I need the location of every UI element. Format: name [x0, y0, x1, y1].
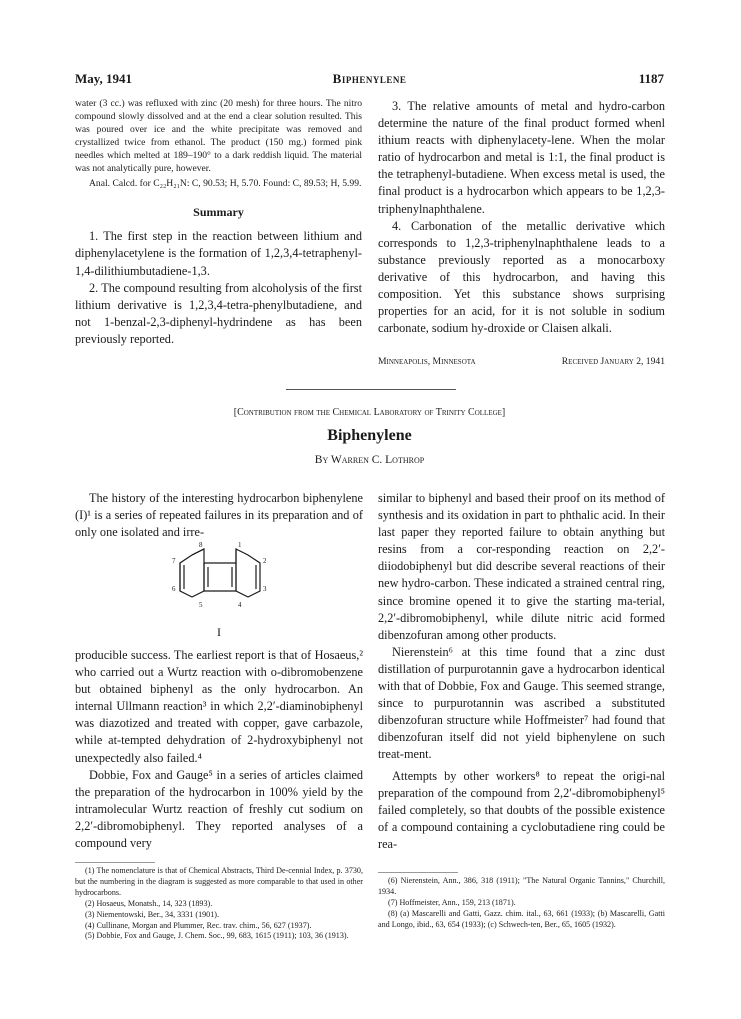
atom-label-1: 1: [238, 541, 242, 549]
main-right-column: [378, 490, 665, 853]
footnote-3: (3) Niementowski, Ber., 34, 3331 (1901).: [85, 909, 219, 919]
atom-label-4: 4: [238, 601, 242, 609]
figure-label: I: [217, 625, 221, 639]
author-location: Minneapolis, Minnesota: [378, 356, 476, 367]
summary-heading: Summary: [193, 205, 244, 220]
summary-item-2: 2. The compound resulting from alcoholysis of the first lithium derivative is 1,2,3,4-tetra-phenylbutadiene, and not 1-benzal-2,3-diphenyl-hydrindene as has been previously reported.: [75, 280, 362, 346]
atom-label-3: 3: [263, 585, 267, 593]
main-left-column-cont: [75, 647, 363, 852]
footnote-1: (1) The nomenclature is that of Chemical Abstracts, Third De-cennial Index, p. 3730, but the numbering in the diagram is suggested as more comparable to that used in other hydrocarbons.: [75, 866, 363, 897]
main-left-column: [75, 490, 363, 541]
intro-paragraph: The history of the interesting hydrocarbon biphenylene (I)¹ is a series of repeated failures in its preparation and of only one isolated and irre-: [75, 491, 363, 540]
proof-paragraph: similar to biphenyl and based their proof on its method of synthesis and its oxidation in part to phthalic acid. In their last paper they reported failure to obtain anything but resins from a cor-responding reaction on 2,2′-diiodobiphenyl but did describe several reactions of their new hydro-carbon. These indicated a strained central ring, since bromine opened it to give the starting ma-terial, 2,2′-dibromobiphenyl, while dilute nitric acid formed dibenzofuran among other products.: [378, 491, 665, 642]
received-date: Received January 2, 1941: [561, 356, 665, 367]
atom-label-8: 8: [199, 541, 203, 549]
article-title: Biphenylene: [327, 427, 412, 444]
article-byline: By Warren C. Lothrop: [314, 454, 425, 466]
summary-item-4: 4. Carbonation of the metallic derivative which corresponds to 1,2,3-triphenylnaphthalene leads to a substance previously reported as a monocarboxy derivative of this hydrocarbon, and having this composition. Yet this substance shows surprising properties for an acid, for it is not soluble in sodium carbonate, sodium hy-droxide or Claisen alkali.: [378, 218, 665, 336]
history-paragraph: producible success. The earliest report is that of Hosaeus,² who carried out a Wurtz reaction with o-dibromobenzene but obtained biphenyl as the only hydrocarbon. An internal Ullmann reaction³ in which 2,2′-diaminobiphenyl was diazotized and treated with copper, gave carbazole, while at-tempted dehydration of 2-hydroxybiphenyl not unexpectedly also failed.⁴: [75, 648, 363, 765]
summary-item-1: 1. The first step in the reaction between lithium and diphenylacetylene is the formation of 1,2,3,4-tetraphenyl-1,4-dilithiumbutadiene-1,3.: [75, 229, 362, 278]
section-divider: [286, 389, 456, 390]
footnote-4: (4) Cullinane, Morgan and Plummer, Rec. trav. chim., 56, 627 (1937).: [85, 920, 312, 930]
footnote-rule-right: [378, 872, 458, 873]
atom-label-2: 2: [263, 557, 267, 565]
footnote-2: (2) Hosaeus, Monatsh., 14, 323 (1893).: [85, 898, 213, 908]
footnote-7: (7) Hoffmeister, Ann., 159, 213 (1871).: [388, 897, 516, 907]
analysis-text: Anal. Calcd. for C₂₂H₂₁N: C, 90.53; H, 5.70. Found: C, 89.53; H, 5.99.: [89, 178, 362, 190]
footnote-rule-left: [75, 862, 155, 863]
footnotes-right: [378, 876, 665, 931]
footnotes-left: [75, 866, 363, 942]
summary-item-3: 3. The relative amounts of metal and hydro-carbon determine the nature of the final product formed whenl ithium reacts with diphenylacety-lene. When the molar ratio of hydrocarbon and metal is 1:1, the final product is the tetraphenyl-butadiene. When excess metal is used, the final product is a hydrocarbon which appears to be 1,2,3-triphenylnaphthalene.: [378, 99, 665, 216]
contribution-note: [Contribution from the Chemical Laboratory of Trinity College]: [233, 407, 506, 418]
atom-label-5: 5: [199, 601, 203, 609]
biphenylene-structure: [170, 541, 270, 617]
running-header: [75, 71, 664, 89]
header-title: Biphenylene: [332, 71, 407, 86]
header-date: May, 1941: [75, 71, 133, 86]
atom-label-7: 7: [172, 557, 176, 565]
footnote-5: (5) Dobbie, Fox and Gauge, J. Chem. Soc., 99, 683, 1615 (1911); 103, 36 (1913).: [85, 931, 349, 941]
top-right-column: [378, 98, 665, 337]
header-page-number: 1187: [638, 71, 664, 86]
footnote-8: (8) (a) Mascarelli and Gatti, Gazz. chim. ital., 63, 661 (1933); (b) Mascarelli, Gatti and Longo, ibid., 63, 654 (1933); (c) Schwech-ten, Ber., 65, 1605 (1932).: [378, 908, 665, 929]
top-left-column: [75, 98, 362, 348]
dobbie-paragraph: Dobbie, Fox and Gauge⁵ in a series of articles claimed the preparation of the hydrocarbon in 100% yield by the intramolecular Wurtz reaction of freshly cut sodium on 2,2′-dibromobiphenyl. They reported analyses of a compound very: [75, 767, 363, 851]
nierenstein-paragraph: Nierenstein⁶ at this time found that a zinc dust distillation of purpurotannin gave a hydrocarbon identical with that of Dobbie, Fox and Gauge. This seemed strange, since to purpurotannin was ascribed a substituted dibenzofuran structure while Hoffmeister⁷ had found that dibenzofuran itself did not yield biphenylene on such treat-ment.: [378, 644, 665, 762]
attempts-paragraph: Attempts by other workers⁸ to repeat the origi-nal preparation of the compound from 2,2′-dibromobiphenyl⁵ failed completely, so that doubts of the possible existence of a compound containing a cyclobutadiene ring could be rea-: [378, 768, 665, 851]
experimental-text: water (3 cc.) was refluxed with zinc (20 mesh) for three hours. The nitro compound slowly dissolved and at the end a clear solution resulted. This was poured over ice and the white precipitate was removed and crystallized twice from ethanol. The product (150 mg.) formed pink needles which melted at 189–190° to a dark reddish liquid. The material was not analytically pure, however.: [75, 98, 362, 174]
atom-label-6: 6: [172, 585, 176, 593]
footnote-6: (6) Nierenstein, Ann., 386, 318 (1911); "The Natural Organic Tannins," Churchill, 1934.: [378, 876, 665, 896]
